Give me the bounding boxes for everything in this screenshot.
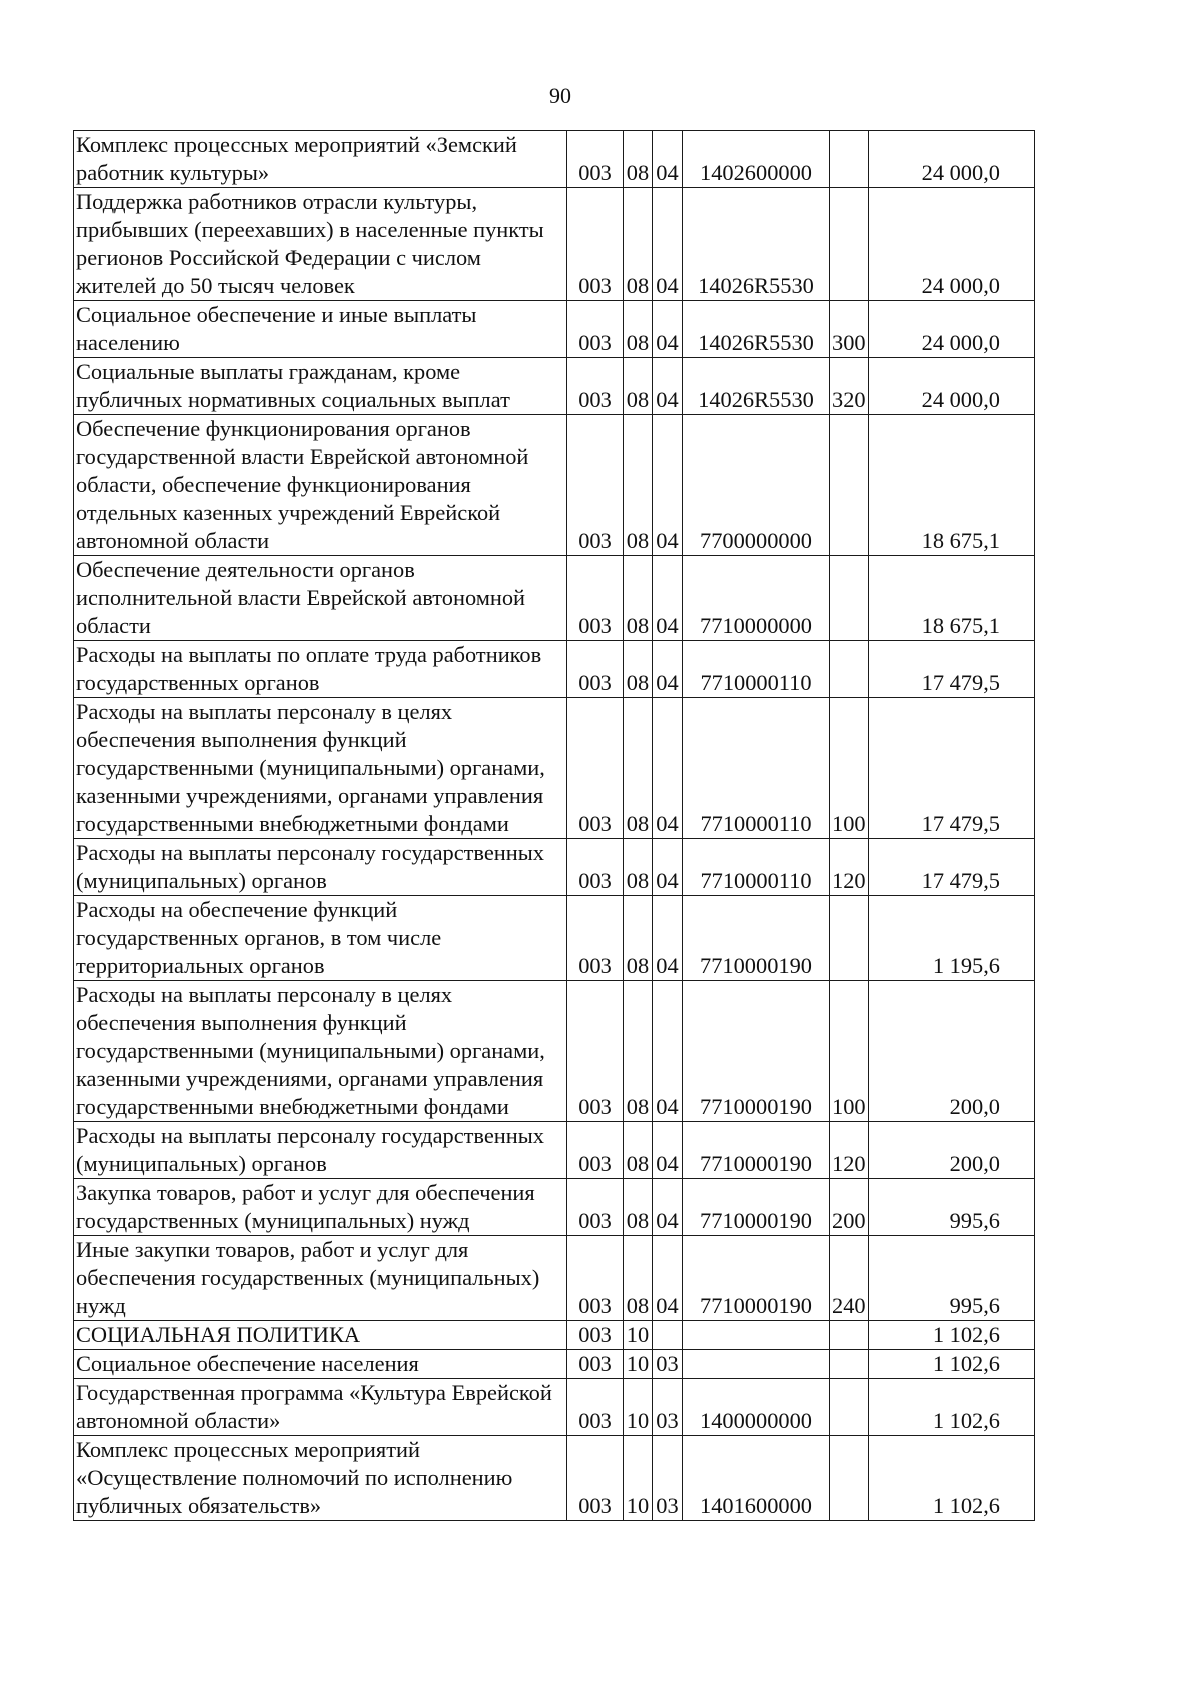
- target-article-cell: 7710000110: [683, 698, 830, 839]
- subsection-code-cell: 04: [653, 839, 683, 896]
- row-name-cell: Поддержка работников отрасли культуры, прибывших (переехавших) в населенные пункты регионов Российской Федерации с числом жителей до 50 тысяч человек: [74, 188, 567, 301]
- sum-cell: 1 102,6: [869, 1321, 1035, 1350]
- target-article-cell: 7710000000: [683, 556, 830, 641]
- ministry-code-cell: 003: [567, 1321, 624, 1350]
- sum-cell: 995,6: [869, 1179, 1035, 1236]
- subsection-code-cell: 04: [653, 981, 683, 1122]
- table-row: [74, 1122, 1035, 1179]
- expense-type-cell: 200: [830, 1179, 869, 1236]
- target-article-cell: 14026R5530: [683, 188, 830, 301]
- subsection-code-cell: 04: [653, 1236, 683, 1321]
- section-code-cell: 08: [624, 556, 653, 641]
- subsection-code-cell: 04: [653, 131, 683, 188]
- row-name-cell: Комплекс процессных мероприятий «Земский работник культуры»: [74, 131, 567, 188]
- table-row: [74, 1321, 1035, 1350]
- ministry-code-cell: 003: [567, 188, 624, 301]
- table-row: [74, 188, 1035, 301]
- sum-cell: 200,0: [869, 1122, 1035, 1179]
- sum-cell: 17 479,5: [869, 839, 1035, 896]
- sum-cell: 1 102,6: [869, 1436, 1035, 1521]
- target-article-cell: 1402600000: [683, 131, 830, 188]
- table-row: [74, 131, 1035, 188]
- target-article-cell: 7710000190: [683, 1122, 830, 1179]
- budget-table-body: [74, 131, 1035, 1521]
- section-code-cell: 08: [624, 1179, 653, 1236]
- table-row: [74, 556, 1035, 641]
- subsection-code-cell: 04: [653, 1122, 683, 1179]
- subsection-code-cell: 04: [653, 415, 683, 556]
- section-code-cell: 08: [624, 1122, 653, 1179]
- ministry-code-cell: 003: [567, 301, 624, 358]
- subsection-code-cell: 04: [653, 358, 683, 415]
- row-name-cell: Социальное обеспечение и иные выплаты населению: [74, 301, 567, 358]
- table-row: [74, 839, 1035, 896]
- table-row: [74, 698, 1035, 839]
- target-article-cell: 1400000000: [683, 1379, 830, 1436]
- expense-type-cell: [830, 641, 869, 698]
- expense-type-cell: [830, 1321, 869, 1350]
- expense-type-cell: 300: [830, 301, 869, 358]
- row-name-cell: Расходы на выплаты персоналу в целях обеспечения выполнения функций государственными (муниципальными) органами, казенными учреждениями, органами управления государственными внебюджетными фондами: [74, 698, 567, 839]
- subsection-code-cell: 04: [653, 641, 683, 698]
- subsection-code-cell: 04: [653, 896, 683, 981]
- target-article-cell: 7710000190: [683, 1179, 830, 1236]
- sum-cell: 17 479,5: [869, 641, 1035, 698]
- section-code-cell: 08: [624, 188, 653, 301]
- expense-type-cell: 120: [830, 839, 869, 896]
- budget-table: [73, 130, 1035, 1521]
- target-article-cell: 1401600000: [683, 1436, 830, 1521]
- ministry-code-cell: 003: [567, 981, 624, 1122]
- table-row: [74, 981, 1035, 1122]
- ministry-code-cell: 003: [567, 641, 624, 698]
- expense-type-cell: [830, 1350, 869, 1379]
- target-article-cell: 14026R5530: [683, 358, 830, 415]
- ministry-code-cell: 003: [567, 896, 624, 981]
- section-code-cell: 08: [624, 301, 653, 358]
- expense-type-cell: 320: [830, 358, 869, 415]
- sum-cell: 24 000,0: [869, 131, 1035, 188]
- expense-type-cell: 120: [830, 1122, 869, 1179]
- ministry-code-cell: 003: [567, 1236, 624, 1321]
- expense-type-cell: 100: [830, 981, 869, 1122]
- ministry-code-cell: 003: [567, 839, 624, 896]
- sum-cell: 1 195,6: [869, 896, 1035, 981]
- subsection-code-cell: 04: [653, 1179, 683, 1236]
- subsection-code-cell: [653, 1321, 683, 1350]
- expense-type-cell: [830, 1436, 869, 1521]
- table-row: [74, 1179, 1035, 1236]
- ministry-code-cell: 003: [567, 1179, 624, 1236]
- sum-cell: 200,0: [869, 981, 1035, 1122]
- row-name-cell: Иные закупки товаров, работ и услуг для обеспечения государственных (муниципальных) нужд: [74, 1236, 567, 1321]
- section-code-cell: 08: [624, 896, 653, 981]
- target-article-cell: [683, 1350, 830, 1379]
- table-row: [74, 641, 1035, 698]
- sum-cell: 1 102,6: [869, 1350, 1035, 1379]
- target-article-cell: 7710000110: [683, 839, 830, 896]
- expense-type-cell: [830, 131, 869, 188]
- section-code-cell: 08: [624, 641, 653, 698]
- row-name-cell: Расходы на выплаты персоналу государственных (муниципальных) органов: [74, 839, 567, 896]
- expense-type-cell: 240: [830, 1236, 869, 1321]
- ministry-code-cell: 003: [567, 698, 624, 839]
- subsection-code-cell: 03: [653, 1379, 683, 1436]
- row-name-cell: Расходы на выплаты по оплате труда работников государственных органов: [74, 641, 567, 698]
- expense-type-cell: [830, 415, 869, 556]
- section-code-cell: 10: [624, 1436, 653, 1521]
- row-name-cell: Расходы на выплаты персоналу в целях обеспечения выполнения функций государственными (муниципальными) органами, казенными учреждениями, органами управления государственными внебюджетными фондами: [74, 981, 567, 1122]
- subsection-code-cell: 03: [653, 1350, 683, 1379]
- sum-cell: 18 675,1: [869, 556, 1035, 641]
- expense-type-cell: [830, 896, 869, 981]
- subsection-code-cell: 04: [653, 188, 683, 301]
- table-row: [74, 896, 1035, 981]
- section-code-cell: 08: [624, 839, 653, 896]
- row-name-cell: Государственная программа «Культура Еврейской автономной области»: [74, 1379, 567, 1436]
- sum-cell: 24 000,0: [869, 188, 1035, 301]
- ministry-code-cell: 003: [567, 358, 624, 415]
- section-code-cell: 08: [624, 981, 653, 1122]
- ministry-code-cell: 003: [567, 556, 624, 641]
- ministry-code-cell: 003: [567, 1350, 624, 1379]
- subsection-code-cell: 03: [653, 1436, 683, 1521]
- target-article-cell: 7710000190: [683, 1236, 830, 1321]
- section-code-cell: 08: [624, 1236, 653, 1321]
- sum-cell: 24 000,0: [869, 358, 1035, 415]
- table-row: [74, 358, 1035, 415]
- section-code-cell: 10: [624, 1350, 653, 1379]
- sum-cell: 995,6: [869, 1236, 1035, 1321]
- sum-cell: 1 102,6: [869, 1379, 1035, 1436]
- row-name-cell: Социальные выплаты гражданам, кроме публичных нормативных социальных выплат: [74, 358, 567, 415]
- target-article-cell: [683, 1321, 830, 1350]
- target-article-cell: 7710000190: [683, 981, 830, 1122]
- subsection-code-cell: 04: [653, 698, 683, 839]
- section-code-cell: 10: [624, 1379, 653, 1436]
- page-number: 90: [549, 83, 571, 108]
- section-code-cell: 08: [624, 698, 653, 839]
- row-name-cell: Расходы на выплаты персоналу государственных (муниципальных) органов: [74, 1122, 567, 1179]
- row-name-cell: Расходы на обеспечение функций государственных органов, в том числе территориальных органов: [74, 896, 567, 981]
- table-row: [74, 1236, 1035, 1321]
- expense-type-cell: [830, 188, 869, 301]
- section-code-cell: 08: [624, 415, 653, 556]
- ministry-code-cell: 003: [567, 131, 624, 188]
- table-row: [74, 1436, 1035, 1521]
- target-article-cell: 7700000000: [683, 415, 830, 556]
- row-name-cell: Социальное обеспечение населения: [74, 1350, 567, 1379]
- sum-cell: 18 675,1: [869, 415, 1035, 556]
- expense-type-cell: 100: [830, 698, 869, 839]
- target-article-cell: 7710000110: [683, 641, 830, 698]
- ministry-code-cell: 003: [567, 415, 624, 556]
- expense-type-cell: [830, 556, 869, 641]
- ministry-code-cell: 003: [567, 1436, 624, 1521]
- ministry-code-cell: 003: [567, 1379, 624, 1436]
- row-name-cell: Обеспечение функционирования органов государственной власти Еврейской автономной области, обеспечение функционирования отдельных казенных учреждений Еврейской автономной области: [74, 415, 567, 556]
- ministry-code-cell: 003: [567, 1122, 624, 1179]
- expense-type-cell: [830, 1379, 869, 1436]
- table-row: [74, 1379, 1035, 1436]
- row-name-cell: Закупка товаров, работ и услуг для обеспечения государственных (муниципальных) нужд: [74, 1179, 567, 1236]
- target-article-cell: 7710000190: [683, 896, 830, 981]
- section-code-cell: 08: [624, 131, 653, 188]
- table-row: [74, 1350, 1035, 1379]
- row-name-cell: Обеспечение деятельности органов исполнительной власти Еврейской автономной области: [74, 556, 567, 641]
- table-row: [74, 301, 1035, 358]
- sum-cell: 17 479,5: [869, 698, 1035, 839]
- row-name-cell: СОЦИАЛЬНАЯ ПОЛИТИКА: [74, 1321, 567, 1350]
- subsection-code-cell: 04: [653, 556, 683, 641]
- section-code-cell: 10: [624, 1321, 653, 1350]
- target-article-cell: 14026R5530: [683, 301, 830, 358]
- subsection-code-cell: 04: [653, 301, 683, 358]
- row-name-cell: Комплекс процессных мероприятий «Осуществление полномочий по исполнению публичных обязательств»: [74, 1436, 567, 1521]
- table-row: [74, 415, 1035, 556]
- section-code-cell: 08: [624, 358, 653, 415]
- sum-cell: 24 000,0: [869, 301, 1035, 358]
